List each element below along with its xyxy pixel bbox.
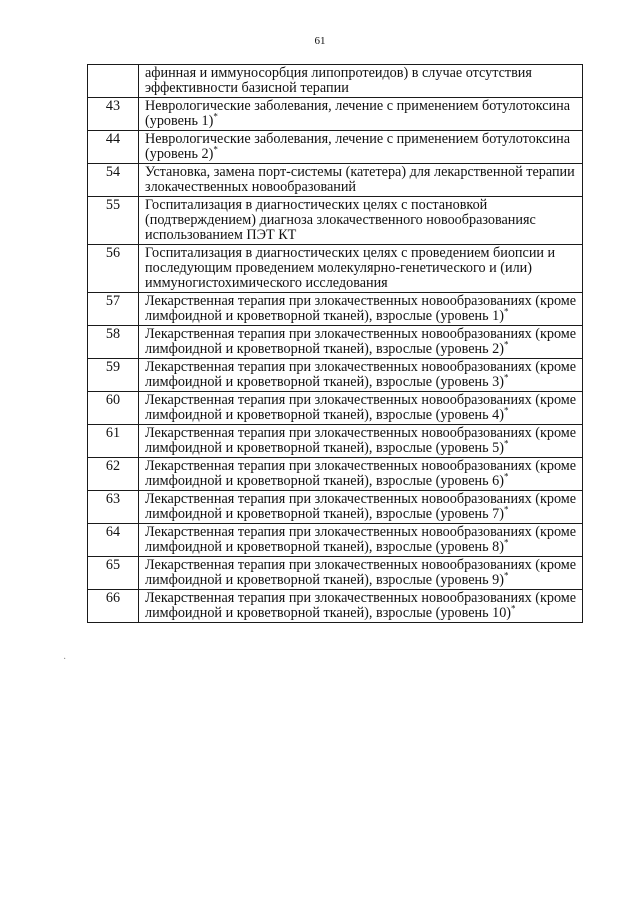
footnote-mark: *: [503, 405, 509, 416]
row-number: 55: [88, 197, 139, 245]
table-row: [88, 590, 583, 623]
row-description: [139, 326, 583, 359]
footnote-mark: *: [503, 372, 509, 383]
table-row: [88, 131, 583, 164]
row-text: Лекарственная терапия при злокачественных новообразованиях (кроме лимфоидной и кроветворной тканей), взрослые (уровень 7): [145, 491, 577, 522]
row-text: Лекарственная терапия при злокачественных новообразованиях (кроме лимфоидной и кроветворной тканей), взрослые (уровень 1): [145, 293, 577, 324]
row-description: [139, 197, 583, 245]
row-description: [139, 425, 583, 458]
table-body: [88, 65, 583, 623]
row-number: 62: [88, 458, 139, 491]
row-description: [139, 524, 583, 557]
footnote-mark: *: [503, 504, 509, 515]
footnote-mark: *: [213, 111, 218, 122]
table-row: [88, 359, 583, 392]
row-text: Лекарственная терапия при злокачественных новообразованиях (кроме лимфоидной и кроветворной тканей), взрослые (уровень 5): [145, 425, 577, 456]
footnote-mark: *: [503, 438, 509, 449]
table-row: [88, 524, 583, 557]
row-description: [139, 458, 583, 491]
table-row: [88, 491, 583, 524]
table-row: [88, 425, 583, 458]
table-row: [88, 65, 583, 98]
footnote-mark: *: [503, 306, 509, 317]
row-description: [139, 557, 583, 590]
table-row: [88, 98, 583, 131]
footnote-mark: *: [503, 537, 509, 548]
row-text: Лекарственная терапия при злокачественных новообразованиях (кроме лимфоидной и кроветворной тканей), взрослые (уровень 3): [145, 359, 577, 390]
tariff-table: [87, 64, 583, 623]
row-text: Лекарственная терапия при злокачественных новообразованиях (кроме лимфоидной и кроветворной тканей), взрослые (уровень 6): [145, 458, 577, 489]
row-text: Лекарственная терапия при злокачественных новообразованиях (кроме лимфоидной и кроветворной тканей), взрослые (уровень 9): [145, 557, 577, 588]
row-text: Лекарственная терапия при злокачественных новообразованиях (кроме лимфоидной и кроветворной тканей), взрослые (уровень 2): [145, 326, 577, 357]
row-text: Лекарственная терапия при злокачественных новообразованиях (кроме лимфоидной и кроветворной тканей), взрослые (уровень 8): [145, 524, 577, 555]
row-number: 57: [88, 293, 139, 326]
row-text: Госпитализация в диагностических целях с проведением биопсии и последующим проведением молекулярно-генетического и (или) иммуногистохимического исследования: [145, 245, 556, 291]
table-row: [88, 392, 583, 425]
table-row: [88, 326, 583, 359]
row-description: [139, 359, 583, 392]
footnote-mark: *: [503, 570, 509, 581]
row-description: [139, 131, 583, 164]
row-text: афинная и иммуносорбция липопротеидов) в случае отсутствия эффективности базисной терапии: [145, 65, 532, 96]
row-text: Установка, замена порт-системы (катетера) для лекарственной терапии злокачественных новообразований: [145, 164, 575, 195]
row-number: 64: [88, 524, 139, 557]
row-description: [139, 65, 583, 98]
row-description: [139, 164, 583, 197]
row-text: Неврологические заболевания, лечение с применением ботулотоксина (уровень 2): [145, 131, 571, 162]
row-number: 56: [88, 245, 139, 293]
row-number: 59: [88, 359, 139, 392]
row-text: Лекарственная терапия при злокачественных новообразованиях (кроме лимфоидной и кроветворной тканей), взрослые (уровень 10): [145, 590, 577, 621]
row-text: Госпитализация в диагностических целях с постановкой (подтверждением) диагноза злокачественного новообразованияс использованием ПЭТ КТ: [145, 197, 536, 243]
row-description: [139, 98, 583, 131]
table-row: [88, 293, 583, 326]
row-text: Лекарственная терапия при злокачественных новообразованиях (кроме лимфоидной и кроветворной тканей), взрослые (уровень 4): [145, 392, 577, 423]
row-number: 58: [88, 326, 139, 359]
row-description: [139, 590, 583, 623]
table-row: [88, 164, 583, 197]
row-description: [139, 392, 583, 425]
row-number: 44: [88, 131, 139, 164]
row-description: [139, 293, 583, 326]
row-text: Неврологические заболевания, лечение с применением ботулотоксина (уровень 1): [145, 98, 571, 129]
row-number: 60: [88, 392, 139, 425]
row-number: 63: [88, 491, 139, 524]
page-number: 61: [314, 35, 326, 47]
table-row: [88, 245, 583, 293]
row-number: 61: [88, 425, 139, 458]
table-row: [88, 557, 583, 590]
row-number: 43: [88, 98, 139, 131]
row-description: [139, 491, 583, 524]
row-number: 66: [88, 590, 139, 623]
table-row: [88, 458, 583, 491]
footnote-mark: *: [503, 471, 509, 482]
table-row: [88, 197, 583, 245]
footnote-mark: *: [213, 144, 218, 155]
row-number: [88, 65, 139, 98]
footnote-mark: *: [503, 339, 509, 350]
row-description: [139, 245, 583, 293]
scan-speck: ·: [63, 654, 67, 665]
row-number: 65: [88, 557, 139, 590]
row-number: 54: [88, 164, 139, 197]
footnote-mark: *: [511, 603, 516, 614]
